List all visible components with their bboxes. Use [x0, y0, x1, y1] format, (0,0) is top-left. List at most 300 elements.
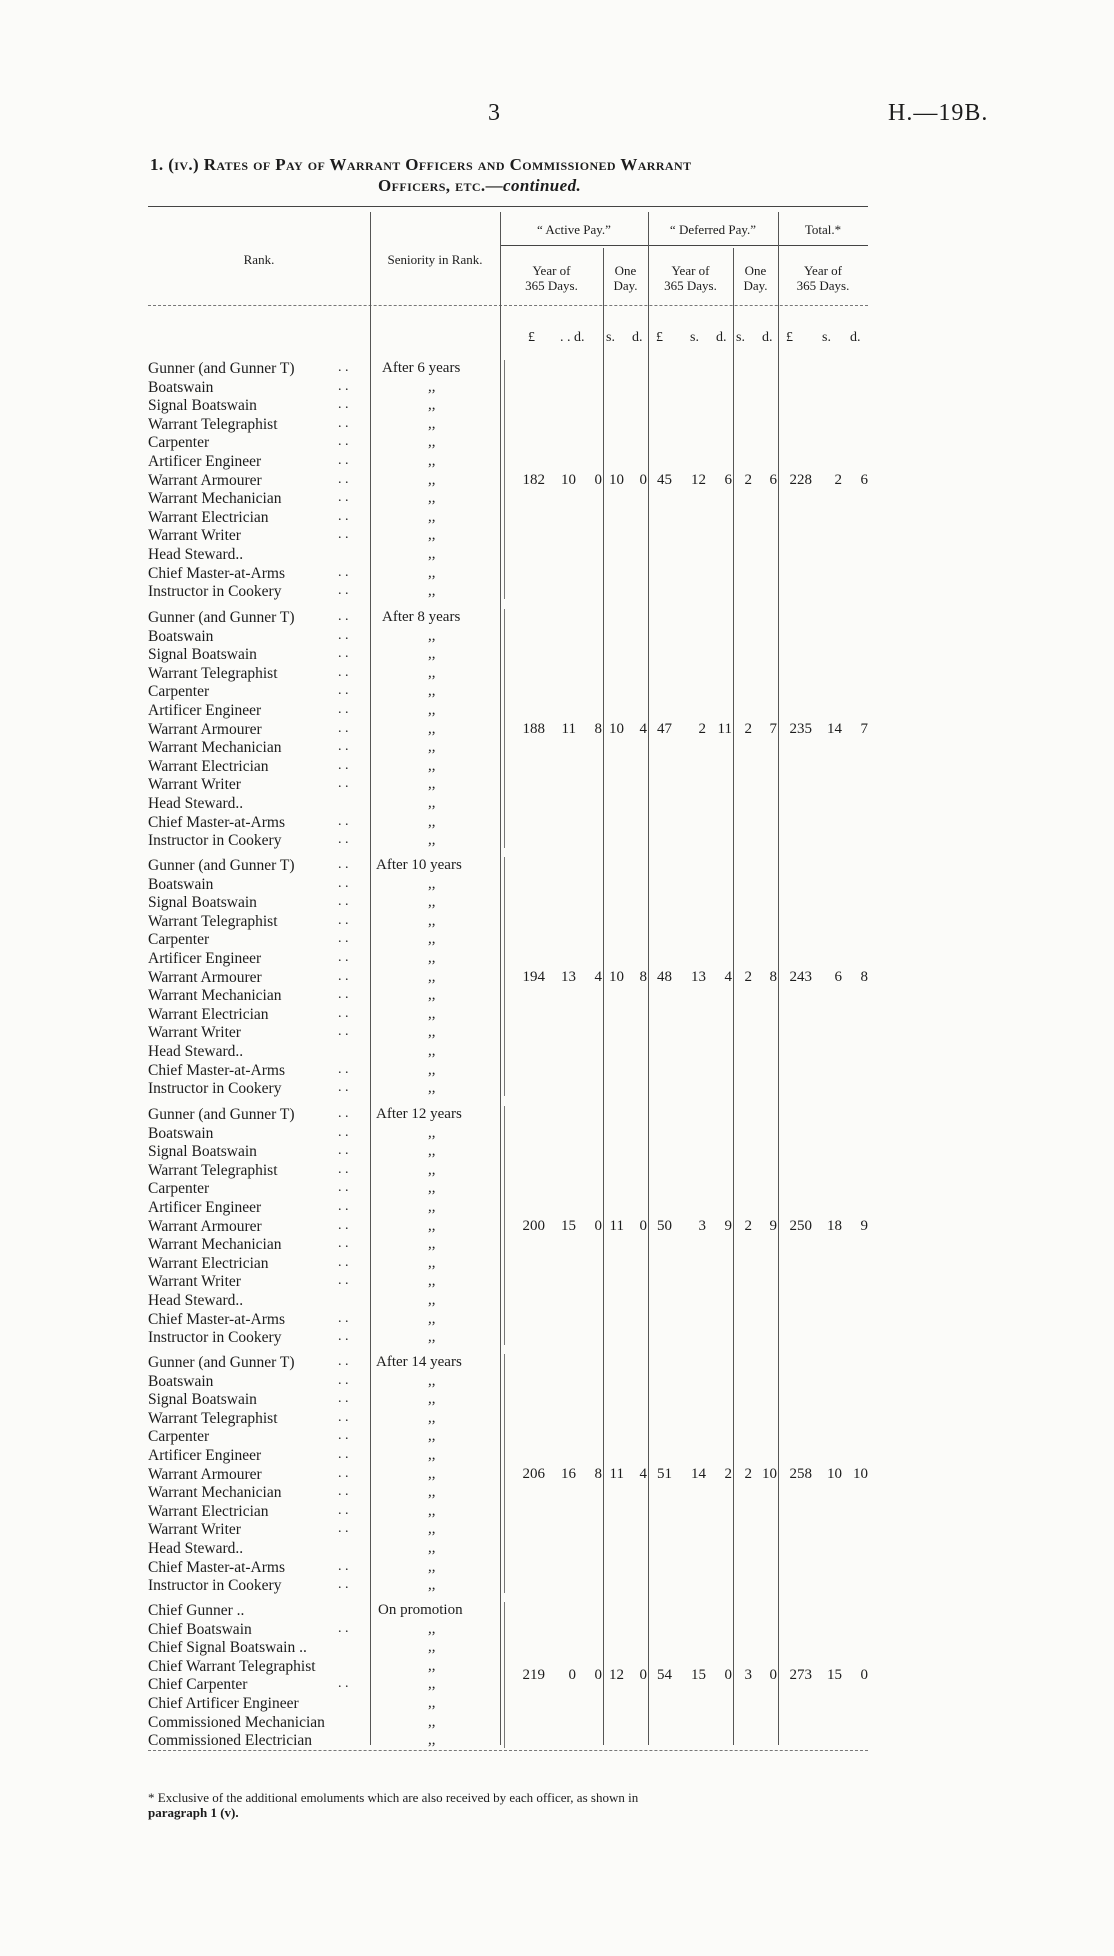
leader-dots: . .	[338, 1273, 349, 1289]
leader-dots: . .	[338, 1465, 349, 1481]
unit-pound: £	[656, 330, 663, 345]
ditto-mark: ,,	[428, 1465, 436, 1482]
ditto-mark: ,,	[428, 490, 436, 507]
ditto-mark: ,,	[428, 1199, 436, 1215]
leader-dots: . .	[338, 1106, 349, 1121]
rank-name: Warrant Mechanician	[148, 490, 282, 508]
deferred-year-shillings: 12	[691, 471, 706, 488]
rank-name: Commissioned Electrician	[148, 1732, 313, 1750]
ditto-mark: ,,	[428, 912, 436, 929]
rank-name: Head Steward..	[148, 546, 244, 563]
rank-name: Carpenter	[148, 1428, 210, 1446]
leader-dots: . .	[338, 664, 349, 680]
active-year-pounds: 188	[522, 720, 545, 737]
leader-dots: . .	[338, 832, 349, 848]
leader-dots: . .	[338, 968, 349, 984]
rank-name: Warrant Telegraphist	[148, 1161, 278, 1179]
active-day-shillings: 11	[609, 1465, 624, 1482]
seniority-value: After 14 years	[376, 1354, 462, 1370]
deferred-day-pence: 7	[769, 720, 777, 737]
unit-shillings: s.	[736, 330, 745, 345]
rank-name: Gunner (and Gunner T)	[148, 1354, 295, 1371]
rank-name: Warrant Mechanician	[148, 1236, 282, 1254]
rank-name: Boatswain	[148, 1124, 214, 1142]
header-top-rule	[148, 206, 868, 207]
header-mid-rule	[500, 245, 868, 246]
leader-dots: . .	[338, 702, 349, 717]
total-pence: 6	[860, 471, 868, 488]
ditto-mark: ,,	[428, 795, 436, 811]
ditto-mark: ,,	[428, 1236, 436, 1253]
leader-dots: . .	[338, 1484, 349, 1500]
leader-dots: . .	[338, 646, 349, 662]
active-day-shillings: 10	[609, 471, 624, 488]
leader-dots: . .	[338, 1199, 349, 1214]
total-year-header: Year of 365 Days.	[796, 263, 850, 293]
seniority-value: After 6 years	[382, 360, 461, 376]
leader-dots: . .	[338, 471, 349, 487]
table-title-continued: Officers, etc.—continued.	[378, 176, 582, 195]
active-day-shillings: 12	[609, 1667, 624, 1684]
ditto-mark: ,,	[428, 720, 436, 737]
rank-name: Signal Boatswain	[148, 894, 257, 912]
unit-shillings: s.	[606, 330, 615, 345]
deferred-day-pence: 10	[762, 1465, 777, 1482]
header-bottom-rule	[148, 305, 868, 306]
active-year-pounds: 182	[522, 471, 545, 488]
ditto-mark: ,,	[428, 1484, 436, 1501]
ditto-mark: ,,	[428, 1558, 436, 1575]
rank-name: Warrant Writer	[148, 1024, 241, 1042]
total-shillings: 10	[827, 1465, 842, 1482]
total-pence: 8	[860, 968, 868, 985]
active-year-shillings: 16	[561, 1465, 576, 1482]
rank-name: Chief Artificer Engineer	[148, 1695, 299, 1712]
rank-header: Rank.	[243, 252, 275, 267]
rank-name: Head Steward..	[148, 795, 244, 812]
total-shillings: 18	[827, 1217, 842, 1234]
group-bracket	[504, 857, 505, 1096]
leader-dots: . .	[338, 1428, 349, 1444]
ditto-mark: ,,	[428, 968, 436, 985]
rank-name: Boatswain	[148, 1372, 214, 1390]
rank-name: Signal Boatswain	[148, 646, 257, 664]
ditto-mark: ,,	[428, 397, 436, 414]
column-rule	[778, 212, 779, 1745]
rank-name: Warrant Electrician	[148, 508, 269, 526]
ditto-mark: ,,	[428, 1447, 436, 1463]
ditto-mark: ,,	[428, 564, 436, 581]
rank-name: Artificer Engineer	[148, 1199, 262, 1216]
rank-name: Warrant Armourer	[148, 1217, 262, 1235]
leader-dots: . .	[338, 1676, 349, 1692]
deferred-day-shillings: 2	[744, 471, 752, 488]
rank-name: Instructor in Cookery	[148, 1080, 282, 1098]
total-shillings: 2	[834, 471, 842, 488]
active-year-pence: 0	[594, 471, 602, 488]
leader-dots: . .	[338, 1161, 349, 1177]
rank-name: Carpenter	[148, 1180, 210, 1198]
active-year-shillings: 11	[561, 720, 576, 737]
leader-dots: . .	[338, 1236, 349, 1252]
rank-name: Instructor in Cookery	[148, 1329, 282, 1347]
rank-name: Warrant Telegraphist	[148, 415, 278, 433]
deferred-year-shillings: 2	[698, 720, 706, 737]
rank-name: Warrant Telegraphist	[148, 912, 278, 930]
total-pounds: 228	[789, 471, 812, 488]
total-pounds: 243	[789, 968, 812, 985]
active-year-pounds: 219	[522, 1667, 545, 1684]
leader-dots: . .	[338, 1124, 349, 1140]
rank-name: Chief Carpenter	[148, 1676, 248, 1694]
deferred-year-pounds: 45	[657, 471, 672, 488]
deferred-year-shillings: 15	[691, 1667, 706, 1684]
leader-dots: . .	[338, 1447, 349, 1462]
ditto-mark: ,,	[428, 1657, 436, 1674]
ditto-mark: ,,	[428, 1695, 436, 1711]
unit-shillings: s.	[822, 330, 831, 345]
deferred-year-pence: 4	[724, 968, 732, 985]
ditto-mark: ,,	[428, 1254, 436, 1271]
ditto-mark: ,,	[428, 434, 436, 451]
deferred-year-pence: 0	[724, 1667, 732, 1684]
deferred-year-shillings: 13	[691, 968, 706, 985]
ditto-mark: ,,	[428, 415, 436, 432]
rank-name: Signal Boatswain	[148, 1143, 257, 1161]
ditto-mark: ,,	[428, 813, 436, 830]
rank-name: Instructor in Cookery	[148, 832, 282, 850]
ditto-mark: ,,	[428, 546, 436, 562]
deferred-year-pounds: 47	[657, 720, 672, 737]
leader-dots: . .	[338, 1391, 349, 1407]
leader-dots: . .	[338, 683, 349, 699]
active-year-pounds: 194	[522, 968, 545, 985]
deferred-year-pence: 2	[724, 1465, 732, 1482]
ditto-mark: ,,	[428, 378, 436, 395]
seniority-value: After 10 years	[376, 857, 462, 873]
leader-dots: . .	[338, 1217, 349, 1233]
leader-dots: . .	[338, 813, 349, 829]
leader-dots: . .	[338, 360, 349, 375]
deferred-year-pounds: 51	[657, 1465, 672, 1482]
deferred-day-pence: 6	[769, 471, 777, 488]
ditto-mark: ,,	[428, 1676, 436, 1693]
unit-pence: d.	[632, 330, 643, 345]
total-shillings: 14	[827, 720, 842, 737]
leader-dots: . .	[338, 415, 349, 431]
deferred-day-pence: 8	[769, 968, 777, 985]
ditto-mark: ,,	[428, 1005, 436, 1022]
deferred-year-shillings: 14	[691, 1465, 706, 1482]
deferred-pay-header: “ Deferred Pay.”	[669, 222, 757, 237]
ditto-mark: ,,	[428, 1428, 436, 1445]
rank-name: Chief Warrant Telegraphist	[148, 1657, 316, 1675]
rank-name: Gunner (and Gunner T)	[148, 360, 295, 377]
deferred-day-shillings: 3	[744, 1667, 752, 1684]
leader-dots: . .	[338, 1577, 349, 1593]
ditto-mark: ,,	[428, 646, 436, 663]
leader-dots: . .	[338, 1354, 349, 1369]
leader-dots: . .	[338, 527, 349, 543]
deferred-day-shillings: 2	[744, 1217, 752, 1234]
active-year-pence: 8	[594, 1465, 602, 1482]
rank-name: Warrant Writer	[148, 776, 241, 794]
ditto-mark: ,,	[428, 453, 436, 469]
ditto-mark: ,,	[428, 1409, 436, 1426]
rank-name: Gunner (and Gunner T)	[148, 1106, 295, 1123]
group-bracket	[504, 609, 505, 848]
leader-dots: . .	[338, 609, 349, 624]
unit-shillings: s.	[690, 330, 699, 345]
column-rule	[370, 212, 371, 1745]
active-year-shillings: 15	[561, 1217, 576, 1234]
active-year-header: Year of 365 Days.	[525, 263, 578, 293]
rank-name: Gunner (and Gunner T)	[148, 857, 295, 874]
rank-name: Head Steward..	[148, 1292, 244, 1309]
ditto-mark: ,,	[428, 931, 436, 948]
rank-name: Chief Signal Boatswain ..	[148, 1639, 307, 1657]
deferred-day-header: One Day.	[743, 263, 768, 293]
ditto-mark: ,,	[428, 1540, 436, 1556]
active-year-pence: 4	[594, 968, 602, 985]
ditto-mark: ,,	[428, 702, 436, 718]
total-pence: 0	[860, 1667, 868, 1684]
rank-name: Artificer Engineer	[148, 453, 262, 470]
total-pounds: 250	[789, 1217, 812, 1234]
rank-name: Warrant Writer	[148, 1273, 241, 1291]
footnote: * Exclusive of the additional emoluments which are also received by each officer, as shown in paragraph 1 (v).	[148, 1790, 639, 1820]
rank-name: Chief Master-at-Arms	[148, 1310, 285, 1328]
total-pence: 10	[853, 1465, 868, 1482]
ditto-mark: ,,	[428, 776, 436, 793]
column-rule	[500, 212, 501, 1745]
ditto-mark: ,,	[428, 1024, 436, 1041]
deferred-day-shillings: 2	[744, 720, 752, 737]
leader-dots: . .	[338, 987, 349, 1003]
active-day-shillings: 11	[609, 1217, 624, 1234]
rank-name: Head Steward..	[148, 1540, 244, 1557]
rank-name: Artificer Engineer	[148, 1447, 262, 1464]
rank-name: Warrant Electrician	[148, 1005, 269, 1023]
seniority-header: Seniority in Rank.	[387, 252, 483, 267]
deferred-year-pounds: 54	[657, 1667, 672, 1684]
leader-dots: . .	[338, 875, 349, 891]
group-bracket	[504, 1354, 505, 1593]
rank-name: Commissioned Mechanician	[148, 1713, 325, 1731]
ditto-mark: ,,	[428, 683, 436, 700]
ditto-mark: ,,	[428, 508, 436, 525]
ditto-mark: ,,	[428, 1273, 436, 1290]
rank-name: Warrant Armourer	[148, 471, 262, 489]
rank-name: Warrant Mechanician	[148, 1484, 282, 1502]
ditto-mark: ,,	[428, 1180, 436, 1197]
leader-dots: . .	[338, 453, 349, 468]
unit-pound: £	[528, 330, 535, 345]
leader-dots: . .	[338, 912, 349, 928]
rank-name: Gunner (and Gunner T)	[148, 609, 295, 626]
deferred-year-pence: 9	[724, 1217, 732, 1234]
leader-dots: . .	[338, 894, 349, 910]
rank-name: Artificer Engineer	[148, 950, 262, 967]
deferred-year-pence: 6	[724, 471, 732, 488]
rank-name: Warrant Electrician	[148, 1502, 269, 1520]
leader-dots: . .	[338, 564, 349, 580]
ditto-mark: ,,	[428, 1217, 436, 1234]
ditto-mark: ,,	[428, 1502, 436, 1519]
leader-dots: . .	[338, 508, 349, 524]
active-day-pence: 0	[639, 1667, 647, 1684]
ditto-mark: ,,	[428, 1372, 436, 1389]
rank-name: Warrant Armourer	[148, 1465, 262, 1483]
rank-name: Carpenter	[148, 683, 210, 701]
leader-dots: . .	[338, 1409, 349, 1425]
rank-name: Warrant Armourer	[148, 720, 262, 738]
active-day-shillings: 10	[609, 720, 624, 737]
ditto-mark: ,,	[428, 1143, 436, 1160]
rank-name: Warrant Mechanician	[148, 987, 282, 1005]
rank-name: Carpenter	[148, 434, 210, 452]
leader-dots: . .	[338, 1372, 349, 1388]
leader-dots: . .	[338, 950, 349, 965]
active-day-shillings: 10	[609, 968, 624, 985]
leader-dots: . .	[338, 434, 349, 450]
ditto-mark: ,,	[428, 832, 436, 849]
column-rule	[603, 248, 604, 1745]
total-pence: 7	[860, 720, 868, 737]
rank-name: Artificer Engineer	[148, 702, 262, 719]
leader-dots: . .	[338, 1558, 349, 1574]
total-shillings: 15	[827, 1667, 842, 1684]
rank-name: Chief Master-at-Arms	[148, 564, 285, 582]
ditto-mark: ,,	[428, 1732, 436, 1749]
rank-name: Warrant Electrician	[148, 1254, 269, 1272]
active-day-pence: 8	[639, 968, 647, 985]
rank-name: Instructor in Cookery	[148, 1577, 282, 1595]
rank-name: Instructor in Cookery	[148, 583, 282, 601]
leader-dots: . .	[338, 1024, 349, 1040]
rank-name: Chief Master-at-Arms	[148, 1061, 285, 1079]
rank-name: Warrant Writer	[148, 527, 241, 545]
ditto-mark: ,,	[428, 1080, 436, 1097]
rank-name: Signal Boatswain	[148, 397, 257, 415]
seniority-value: After 12 years	[376, 1106, 462, 1122]
ditto-mark: ,,	[428, 1713, 436, 1730]
leader-dots: . .	[338, 1005, 349, 1021]
active-day-pence: 4	[639, 720, 647, 737]
leader-dots: . .	[338, 1254, 349, 1270]
seniority-value: On promotion	[378, 1602, 463, 1618]
leader-dots: . .	[338, 1521, 349, 1537]
ditto-mark: ,,	[428, 1124, 436, 1141]
unit-pence: d.	[850, 330, 861, 345]
deferred-year-pounds: 50	[657, 1217, 672, 1234]
ditto-mark: ,,	[428, 1620, 436, 1637]
leader-dots: . .	[338, 739, 349, 755]
deferred-day-shillings: 2	[744, 968, 752, 985]
seniority-value: After 8 years	[382, 609, 461, 625]
ditto-mark: ,,	[428, 583, 436, 600]
deferred-day-pence: 0	[769, 1667, 777, 1684]
ditto-mark: ,,	[428, 950, 436, 966]
active-day-pence: 0	[639, 471, 647, 488]
active-year-pence: 0	[594, 1667, 602, 1684]
rank-name: Chief Boatswain	[148, 1620, 252, 1638]
ditto-mark: ,,	[428, 987, 436, 1004]
rank-name: Chief Master-at-Arms	[148, 1558, 285, 1576]
unit-shillings-pence: . . d.	[560, 330, 585, 345]
leader-dots: . .	[338, 720, 349, 736]
rank-name: Boatswain	[148, 378, 214, 396]
deferred-year-pence: 11	[717, 720, 732, 737]
table-title: 1. (iv.) Rates of Pay of Warrant Officers and Commissioned Warrant	[150, 155, 692, 174]
active-year-pence: 8	[594, 720, 602, 737]
leader-dots: . .	[338, 583, 349, 599]
ditto-mark: ,,	[428, 1391, 436, 1408]
ditto-mark: ,,	[428, 1310, 436, 1327]
active-year-shillings: 10	[561, 471, 576, 488]
ditto-mark: ,,	[428, 1639, 436, 1656]
active-year-shillings: 0	[568, 1667, 576, 1684]
unit-pence: d.	[762, 330, 773, 345]
ditto-mark: ,,	[428, 664, 436, 681]
leader-dots: . .	[338, 1061, 349, 1077]
rank-name: Warrant Mechanician	[148, 739, 282, 757]
leader-dots: . .	[338, 776, 349, 792]
leader-dots: . .	[338, 1620, 349, 1636]
active-day-header: One Day.	[613, 263, 638, 293]
total-header: Total.*	[804, 222, 842, 237]
total-pounds: 235	[789, 720, 812, 737]
leader-dots: . .	[338, 931, 349, 947]
active-year-pence: 0	[594, 1217, 602, 1234]
total-pounds: 258	[789, 1465, 812, 1482]
column-rule	[648, 212, 649, 1745]
ditto-mark: ,,	[428, 757, 436, 774]
leader-dots: . .	[338, 1502, 349, 1518]
ditto-mark: ,,	[428, 1043, 436, 1059]
active-year-shillings: 13	[561, 968, 576, 985]
ditto-mark: ,,	[428, 875, 436, 892]
leader-dots: . .	[338, 1310, 349, 1326]
ditto-mark: ,,	[428, 1577, 436, 1594]
page-number: 3	[488, 100, 500, 126]
rank-name: Warrant Armourer	[148, 968, 262, 986]
active-pay-header: “ Active Pay.”	[537, 222, 611, 237]
leader-dots: . .	[338, 1329, 349, 1345]
leader-dots: . .	[338, 1080, 349, 1096]
column-rule	[733, 248, 734, 1745]
total-pounds: 273	[789, 1667, 812, 1684]
rank-name: Boatswain	[148, 875, 214, 893]
group-bracket	[504, 360, 505, 599]
ditto-mark: ,,	[428, 1161, 436, 1178]
ditto-mark: ,,	[428, 471, 436, 488]
ditto-mark: ,,	[428, 894, 436, 911]
table-bottom-rule	[148, 1750, 868, 1751]
unit-pound: £	[786, 330, 793, 345]
group-bracket	[504, 1106, 505, 1345]
leader-dots: . .	[338, 378, 349, 394]
leader-dots: . .	[338, 757, 349, 773]
ditto-mark: ,,	[428, 1292, 436, 1308]
document-reference: H.—19B.	[888, 100, 989, 126]
rank-name: Warrant Writer	[148, 1521, 241, 1539]
ditto-mark: ,,	[428, 1521, 436, 1538]
deferred-year-header: Year of 365 Days.	[664, 263, 717, 293]
rank-name: Carpenter	[148, 931, 210, 949]
ditto-mark: ,,	[428, 527, 436, 544]
rank-name: Warrant Electrician	[148, 757, 269, 775]
